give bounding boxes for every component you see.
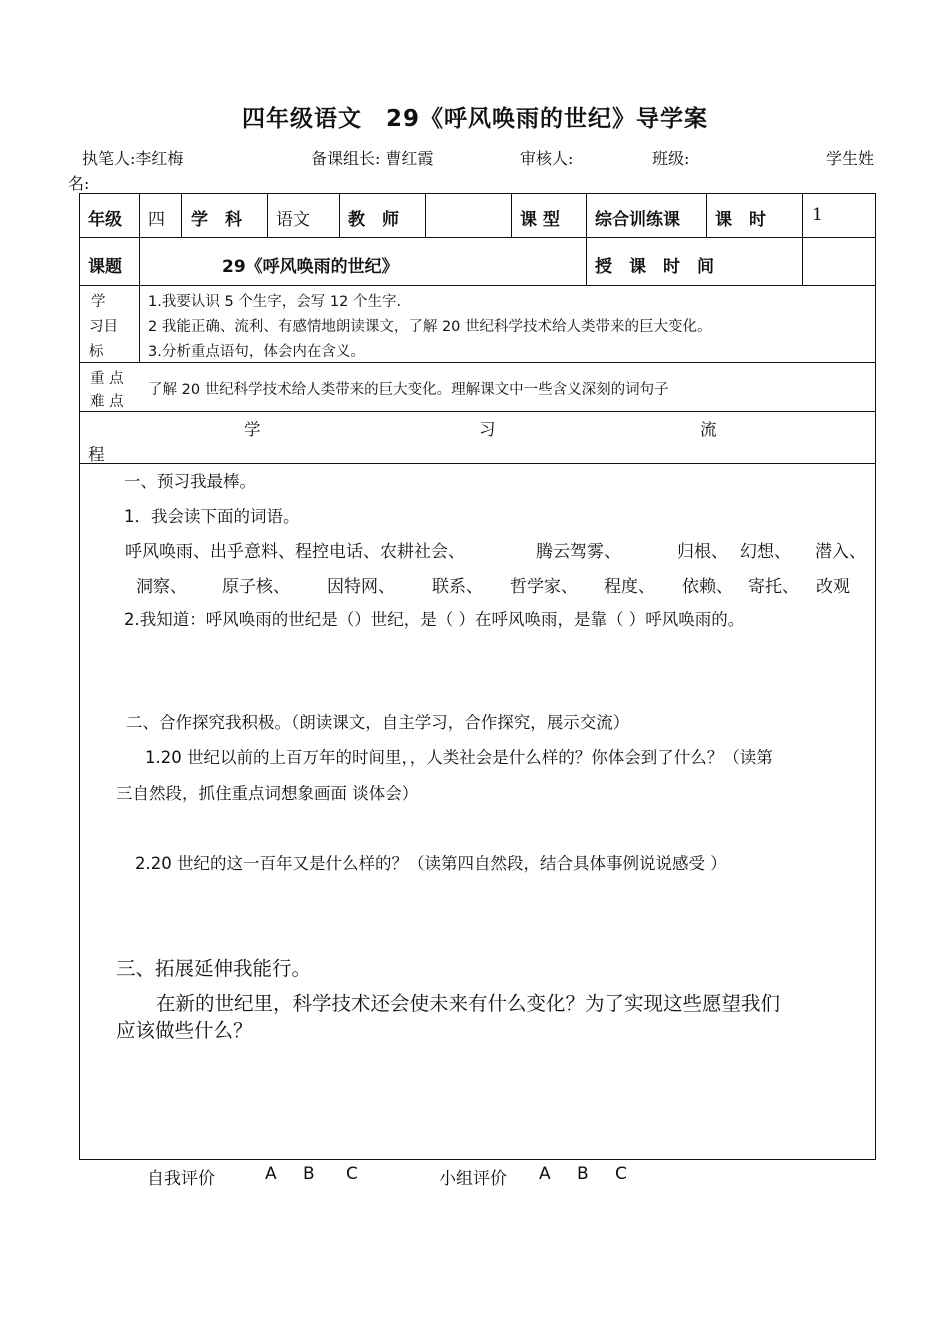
class-label: 班级:: [652, 149, 690, 168]
lesson-hours-value: 1: [812, 205, 823, 225]
section1-item1: 1．我会读下面的词语。: [124, 507, 300, 526]
section2-q2: 2.20 世纪的这一百年又是什么样的？（读第四自然段，结合具体事例说说感受 ）: [135, 854, 727, 873]
topic-value: 29《呼风唤雨的世纪》: [222, 257, 399, 277]
self-grade-c[interactable]: C: [346, 1164, 358, 1184]
key-points-label: 重 点: [90, 371, 124, 387]
lesson-type-label: 课 型: [520, 210, 560, 230]
group-grade-a[interactable]: A: [539, 1164, 551, 1184]
col-divider: [511, 193, 512, 237]
lesson-hours-label: 课 时: [715, 210, 766, 230]
section2-heading: 二、合作探究我积极。（朗读课文，自主学习，合作探究，展示交流）: [126, 713, 630, 732]
vocab-word: 联系、: [432, 577, 483, 597]
topic-label: 课题: [88, 257, 122, 277]
goal-2: 2 我能正确、流利、有感情地朗读课文，了解 20 世纪科学技术给人类带来的巨大变化。: [148, 319, 712, 335]
vocab-word: 寄托、: [748, 577, 799, 597]
section1-item2: 2.我知道：呼风唤雨的世纪是（）世纪，是（ ）在呼风唤雨，是靠（ ）呼风唤雨的。: [124, 610, 745, 629]
col-divider: [586, 193, 587, 285]
page-title: 四年级语文 29《呼风唤雨的世纪》导学案: [241, 106, 708, 132]
lesson-type-value: 综合训练课: [595, 210, 680, 230]
process-char: 学: [244, 420, 261, 439]
grade-value: 四: [148, 210, 165, 230]
row-divider: [79, 463, 876, 464]
goal-3: 3.分析重点语句，体会内在含义。: [148, 344, 365, 360]
group-grade-c[interactable]: C: [615, 1164, 627, 1184]
row-divider: [79, 285, 876, 286]
vocab-word: 腾云驾雾、: [536, 542, 621, 562]
col-divider: [267, 193, 268, 237]
writer-label: 执笔人:李红梅: [82, 149, 184, 168]
goals-label: 标: [89, 344, 104, 360]
reviewer-label: 审核人:: [520, 149, 574, 168]
section3-heading: 三、拓展延伸我能行。: [116, 957, 312, 980]
vocab-word: 潜入、: [815, 542, 866, 562]
col-divider: [181, 193, 182, 237]
vocab-word: 改观: [816, 577, 850, 597]
group-grade-b[interactable]: B: [577, 1164, 589, 1184]
subject-value: 语文: [276, 210, 310, 230]
vocab-word: 依赖、: [682, 577, 733, 597]
vocab-word: 归根、: [677, 542, 728, 562]
teacher-label: 教 师: [348, 210, 399, 230]
class-time-label: 授 课 时 间: [595, 257, 714, 277]
row-divider: [79, 362, 876, 363]
group-evaluation-label: 小组评价: [439, 1169, 507, 1189]
section2-q1-cont: 三自然段，抓住重点词想象画面 谈体会）: [116, 784, 419, 803]
student-name-label-cont: 名:: [68, 174, 90, 193]
col-divider: [139, 193, 140, 363]
vocab-word: 洞察、: [136, 577, 187, 597]
key-points-label: 难 点: [90, 394, 124, 410]
section1-heading: 一、预习我最棒。: [124, 472, 256, 491]
group-leader-label: 备课组长: 曹红霞: [311, 149, 434, 168]
grade-label: 年级: [88, 210, 122, 230]
col-divider: [339, 193, 340, 237]
section3-question-cont: 应该做些什么？: [116, 1019, 253, 1042]
vocab-word: 呼风唤雨、出乎意料、程控电话、农耕社会、: [125, 542, 465, 562]
vocab-word: 哲学家、: [510, 577, 578, 597]
section2-q1: 1.20 世纪以前的上百万年的时间里，，人类社会是什么样的？你体会到了什么？（读第: [145, 748, 773, 767]
vocab-word: 原子核、: [222, 577, 290, 597]
col-divider: [706, 193, 707, 237]
student-name-label: 学生姓: [826, 149, 875, 168]
vocab-word: 因特网、: [327, 577, 395, 597]
subject-label: 学 科: [191, 210, 242, 230]
row-divider: [79, 237, 876, 238]
col-divider: [425, 193, 426, 237]
col-divider: [802, 193, 803, 285]
vocab-word: 程度、: [604, 577, 655, 597]
process-char: 程: [88, 445, 105, 464]
goal-1: 1.我要认识 5 个生字，会写 12 个生字.: [148, 294, 402, 310]
self-grade-b[interactable]: B: [303, 1164, 315, 1184]
row-divider: [79, 411, 876, 412]
process-char: 流: [700, 420, 717, 439]
goals-label: 习目: [89, 319, 118, 335]
vocab-word: 幻想、: [740, 542, 791, 562]
key-points-content: 了解 20 世纪科学技术给人类带来的巨大变化。理解课文中一些含义深刻的词句子: [148, 382, 669, 398]
goals-label: 学: [91, 294, 106, 310]
self-grade-a[interactable]: A: [265, 1164, 277, 1184]
process-char: 习: [479, 420, 496, 439]
section3-question: 在新的世纪里，科学技术还会使未来有什么变化？为了实现这些愿望我们: [156, 992, 781, 1015]
self-evaluation-label: 自我评价: [147, 1169, 215, 1189]
